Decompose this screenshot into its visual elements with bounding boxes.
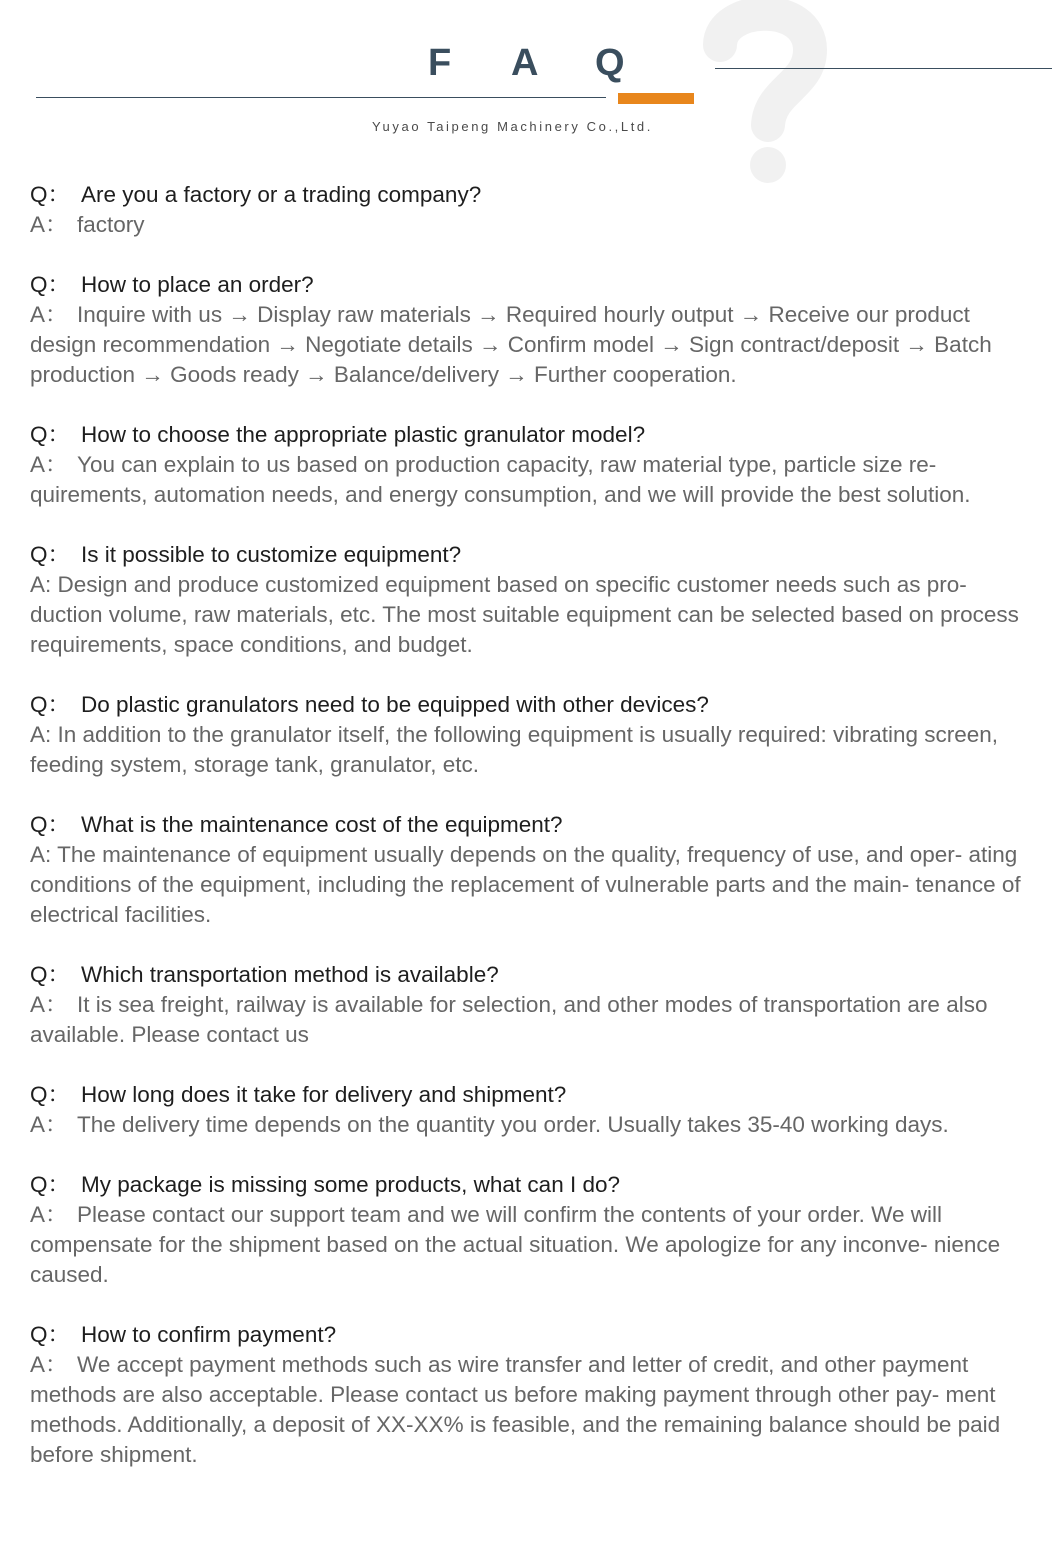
faq-list — [30, 180, 1030, 1500]
header-rule-right — [715, 68, 1052, 69]
answer-prefix: A： — [30, 452, 68, 477]
question-text: How long does it take for delivery and shipment? — [81, 1082, 567, 1107]
faq-question — [30, 690, 1030, 720]
faq-header — [0, 0, 1060, 160]
answer-text: A: In addition to the granulator itself, the following equipment is usually required: vibrating screen, feeding system, storage tank, granulator, etc. — [30, 722, 999, 777]
question-text: Are you a factory or a trading company? — [81, 182, 482, 207]
faq-question — [30, 270, 1030, 300]
answer-prefix: A： — [30, 1202, 68, 1227]
answer-prefix: A： — [30, 302, 68, 327]
title-letter-f: F — [428, 42, 452, 84]
faq-question — [30, 960, 1030, 990]
faq-answer — [30, 210, 1030, 240]
answer-prefix: A： — [30, 1112, 68, 1137]
faq-item — [30, 1320, 1030, 1470]
question-text: How to choose the appropriate plastic granulator model? — [81, 422, 646, 447]
answer-text: A: Design and produce customized equipment based on specific customer needs such as pro- duction volume, raw materials, etc. The most suitable equipment can be selected based on process requirements, space conditions, and budget. — [30, 572, 1019, 657]
faq-answer — [30, 720, 1030, 780]
question-text: What is the maintenance cost of the equipment? — [81, 812, 563, 837]
question-text: Do plastic granulators need to be equipped with other devices? — [81, 692, 709, 717]
faq-item — [30, 420, 1030, 510]
faq-item — [30, 960, 1030, 1050]
question-prefix: Q： — [30, 542, 71, 567]
faq-question — [30, 180, 1030, 210]
faq-answer — [30, 450, 1030, 510]
question-prefix: Q： — [30, 272, 71, 297]
faq-answer — [30, 1110, 1030, 1140]
faq-item — [30, 690, 1030, 780]
accent-bar — [618, 93, 694, 104]
answer-prefix: A： — [30, 1352, 68, 1377]
answer-prefix: A： — [30, 212, 68, 237]
question-text: My package is missing some products, what can I do? — [81, 1172, 621, 1197]
answer-text: factory — [77, 212, 145, 237]
faq-item — [30, 1170, 1030, 1290]
question-prefix: Q： — [30, 422, 71, 447]
answer-prefix: A： — [30, 992, 68, 1017]
faq-answer — [30, 840, 1030, 930]
question-prefix: Q： — [30, 1322, 71, 1347]
faq-answer — [30, 1350, 1030, 1470]
title-letter-q: Q — [595, 42, 625, 84]
question-prefix: Q： — [30, 812, 71, 837]
title-letter-a: A — [511, 42, 539, 84]
header-rule-left — [36, 97, 606, 98]
answer-text: We accept payment methods such as wire transfer and letter of credit, and other payment methods are also acceptable. Please contact us before making payment through other pay- ment methods. Additionally, a deposit of XX-XX% is feasible, and the remaining balance should be paid before shipment. — [30, 1352, 1001, 1467]
faq-item — [30, 270, 1030, 390]
answer-text: A: The maintenance of equipment usually depends on the quality, frequency of use, and oper- ating conditions of the equipment, including the replacement of vulnerable parts and the main- tenance of electrical facilities. — [30, 842, 1021, 927]
faq-question — [30, 420, 1030, 450]
faq-question — [30, 540, 1030, 570]
answer-text: Inquire with us → Display raw materials → Required hourly output → Receive our product design recommendation → Negotiate details → Confirm model → Sign contract/deposit → Batch production → Goods ready → Balance/delivery → Further cooperation. — [30, 302, 992, 387]
faq-question — [30, 1320, 1030, 1350]
faq-item — [30, 540, 1030, 660]
faq-item — [30, 810, 1030, 930]
faq-answer — [30, 1200, 1030, 1290]
faq-question — [30, 1080, 1030, 1110]
question-prefix: Q： — [30, 1082, 71, 1107]
question-text: How to place an order? — [81, 272, 314, 297]
faq-title — [400, 42, 660, 92]
faq-answer — [30, 990, 1030, 1050]
question-prefix: Q： — [30, 962, 71, 987]
company-name: Yuyao Taipeng Machinery Co.,Ltd. — [372, 119, 653, 134]
faq-item — [30, 180, 1030, 240]
question-prefix: Q： — [30, 182, 71, 207]
question-text: Which transportation method is available? — [81, 962, 499, 987]
faq-question — [30, 810, 1030, 840]
faq-answer — [30, 300, 1030, 390]
faq-question — [30, 1170, 1030, 1200]
answer-text: The delivery time depends on the quantity you order. Usually takes 35-40 working days. — [77, 1112, 949, 1137]
answer-text: Please contact our support team and we will confirm the contents of your order. We will compensate for the shipment based on the actual situation. We apologize for any inconve- nience caused. — [30, 1202, 1001, 1287]
answer-text: It is sea freight, railway is available for selection, and other modes of transportation are also available. Please contact us — [30, 992, 988, 1047]
question-text: Is it possible to customize equipment? — [81, 542, 462, 567]
answer-text: You can explain to us based on production capacity, raw material type, particle size re- quirements, automation needs, and energy consumption, and we will provide the best solution. — [30, 452, 971, 507]
faq-answer — [30, 570, 1030, 660]
faq-item — [30, 1080, 1030, 1140]
question-text: How to confirm payment? — [81, 1322, 337, 1347]
question-prefix: Q： — [30, 1172, 71, 1197]
question-mark-icon — [690, 0, 840, 190]
question-prefix: Q： — [30, 692, 71, 717]
